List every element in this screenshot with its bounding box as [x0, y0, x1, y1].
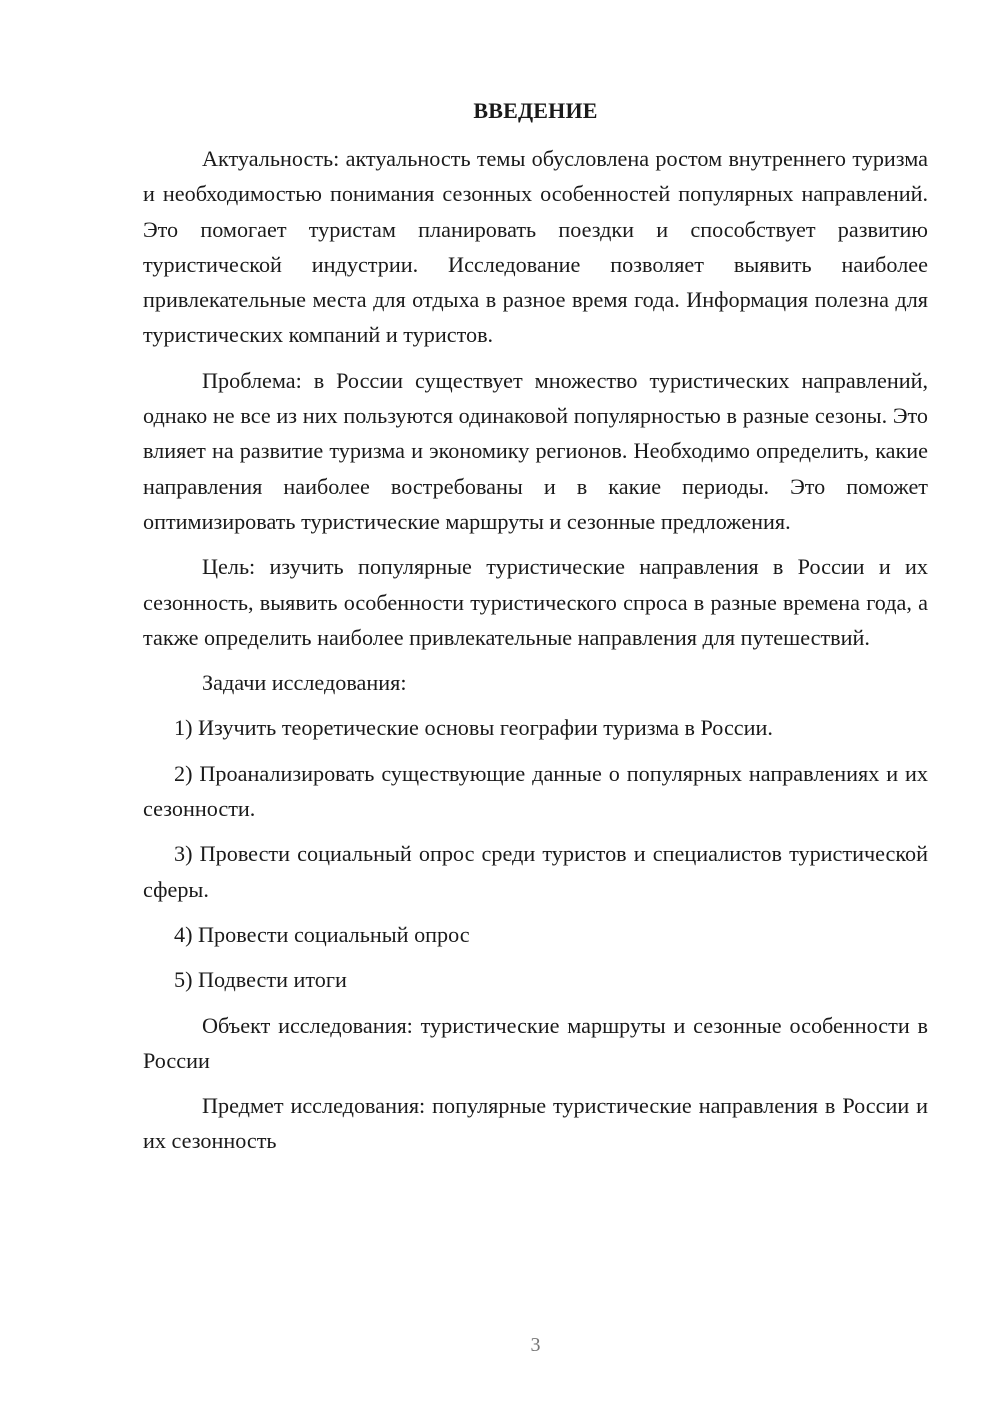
document-page — [143, 0, 928, 1414]
section-title: ВВЕДЕНИЕ — [473, 98, 598, 123]
page-number: 3 — [530, 1334, 541, 1356]
task-item: 4) Провести социальный опрос — [174, 921, 470, 947]
document-body — [143, 141, 928, 1169]
task-item: 2) Проанализировать существующие данные о популярных направлениях и их сезонности. — [143, 760, 928, 822]
relevance-paragraph: Актуальность: актуальность темы обусловлена ростом внутреннего туризма и необходимостью понимания сезонных особенностей популярных направлений. Это помогает туристам планировать поездки и способствует развитию туристической индустрии. Исследование позволяет выявить наиболее привлекательные места для отдыха в разное время года. Информация полезна для туристических компаний и туристов. — [143, 146, 928, 348]
task-item: 3) Провести социальный опрос среди туристов и специалистов туристической сферы. — [143, 841, 928, 902]
problem-paragraph: Проблема: в России существует множество туристических направлений, однако не все из них пользуются одинаковой популярностью в разные сезоны. Это влияет на развитие туризма и экономику регионов. Необходимо определить, какие направления наиболее востребованы и в какие периоды. Это поможет оптимизировать туристические маршруты и сезонные предложения. — [143, 367, 928, 534]
goal-paragraph: Цель: изучить популярные туристические направления в России и их сезонность, выявить особенности туристического спроса в разные времена года, а также определить наиболее привлекательные направления для путешествий. — [143, 554, 928, 650]
task-item: 5) Подвести итоги — [174, 967, 347, 993]
task-item: 1) Изучить теоретические основы географии туризма в России. — [174, 715, 773, 741]
research-object-paragraph: Объект исследования: туристические маршруты и сезонные особенности в России — [143, 1012, 928, 1073]
research-subject-paragraph: Предмет исследования: популярные туристические направления в России и их сезонность — [143, 1093, 928, 1154]
tasks-heading: Задачи исследования: — [202, 670, 407, 696]
